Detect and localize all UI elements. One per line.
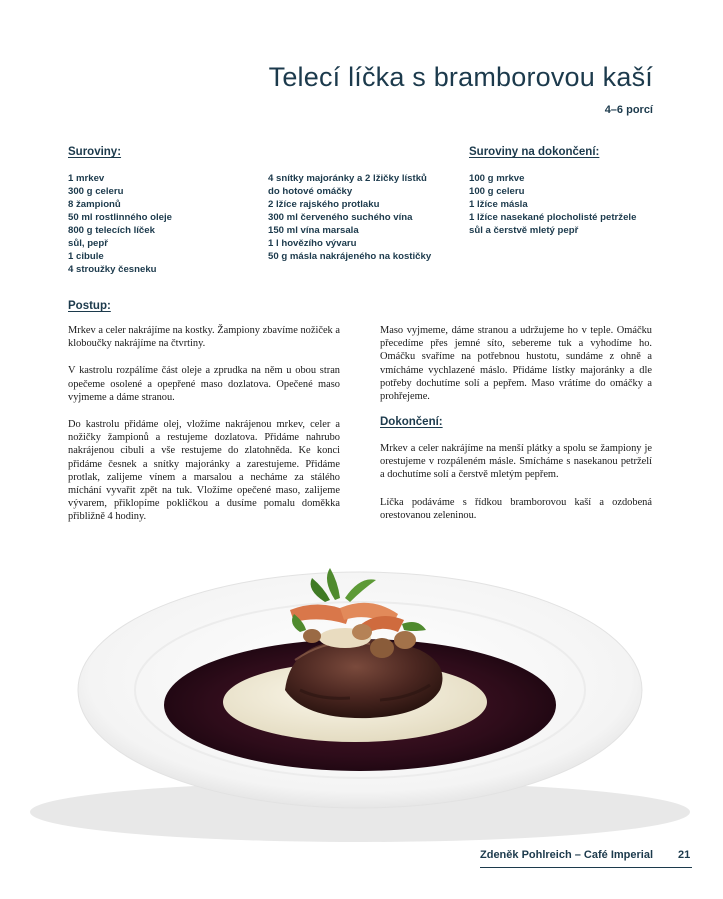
ingredient-item: 1 lžíce nasekané plocholisté petržele [469,212,637,223]
portions-label: 4–6 porcí [604,104,653,116]
finishing-paragraph: Mrkev a celer nakrájíme na menší plátky a spolu se žampiony je orestujeme v rozpáleném másle. Smícháme s nasekanou petrželí a dochutíme solí a čerstvě mletým pepřem. [380,443,652,481]
procedure-paragraph: V kastrolu rozpálíme část oleje a zprudka na něm u obou stran opečeme osolené a opepřené maso dozlatova. Opečené maso vyjmeme a dáme stranou. [68,365,340,403]
finishing-text [380,442,652,536]
footer-credit: Zdeněk Pohlreich – Café Imperial [480,849,654,861]
ingredient-item: 100 g mrkve [469,173,525,184]
ingredient-item: 150 ml vína marsala [268,225,359,236]
finishing-paragraph: Líčka podáváme s řídkou bramborovou kaší a ozdobená orestovanou zeleninou. [380,496,652,521]
procedure-text-left [68,324,340,538]
finishing-heading: Dokončení: [380,416,443,428]
ingredient-item: 1 cibule [68,251,104,262]
ingredient-item: 1 mrkev [68,173,105,184]
ingredients-list-2 [268,172,431,263]
ingredient-item: 300 ml červeného suchého vína [268,212,413,223]
procedure-text-right [380,324,652,417]
ingredient-item: 4 snítky majoránky a 2 lžičky lístků [268,173,427,184]
procedure-paragraph: Mrkev a celer nakrájíme na kostky. Žampiony zbavíme nožiček a kloboučky nakrájíme na čtvrtiny. [68,325,340,350]
ingredient-item: 4 stroužky česneku [68,264,157,275]
procedure-paragraph: Maso vyjmeme, dáme stranou a udržujeme ho v teple. Omáčku přecedíme přes jemné síto, sebereme tuk a vyhodíme ho. Omáčku svaříme na potřebnou hustotu, sundáme z ohně a vmícháme vychlazené máslo. Přidáme lístky majoránky a dle potřeby dochutíme solí a pepřem. Maso vrátíme do omáčky a prohřejeme. [380,325,652,403]
ingredient-item: 50 ml rostlinného oleje [68,212,172,223]
ingredient-item: 1 lžíce másla [469,199,528,210]
ingredients-list-1 [68,172,172,276]
finishing-ingredients-heading: Suroviny na dokončení: [469,146,600,158]
mushroom [370,638,394,658]
dish-photo [0,540,723,860]
ingredient-item: 1 l hovězího vývaru [268,238,357,249]
ingredient-item: 300 g celeru [68,186,124,197]
ingredient-item: do hotové omáčky [268,186,353,197]
ingredient-item: 50 g másla nakrájeného na kostičky [268,251,432,262]
ingredient-item: 800 g telecích líček [68,225,155,236]
page-number: 21 [678,849,691,861]
recipe-title: Telecí líčka s bramborovou kaší [268,62,653,92]
mushroom [303,629,321,643]
ingredient-item: sůl a čerstvě mletý pepř [469,225,579,236]
procedure-paragraph: Do kastrolu přidáme olej, vložíme nakrájenou mrkev, celer a nožičky žampionů a restujeme dozlatova. Přidáme nahrubo nakrájenou cibuli a vše restujeme do zlatohněda. Ke konci přidáme česnek a snítky majoránky a zarestujeme. Přidáme protlak, zalijeme vínem a marsalou a necháme za stálého míchání vyvařit zpět na tuk. Vložíme opečené maso, zalijeme vývarem, přiklopíme pokličkou a dusíme pomalu doměkka přibližně 4 hodiny. [68,419,340,523]
footer-rule [480,867,692,868]
ingredient-item: sůl, pepř [68,238,108,249]
finishing-ingredients-list [469,172,636,237]
mushroom [394,631,416,649]
procedure-heading: Postup: [68,300,111,312]
mushroom [352,624,372,640]
ingredient-item: 8 žampionů [68,199,121,210]
ingredients-heading: Suroviny: [68,146,122,158]
ingredient-item: 2 lžíce rajského protlaku [268,199,380,210]
ingredient-item: 100 g celeru [469,186,525,197]
